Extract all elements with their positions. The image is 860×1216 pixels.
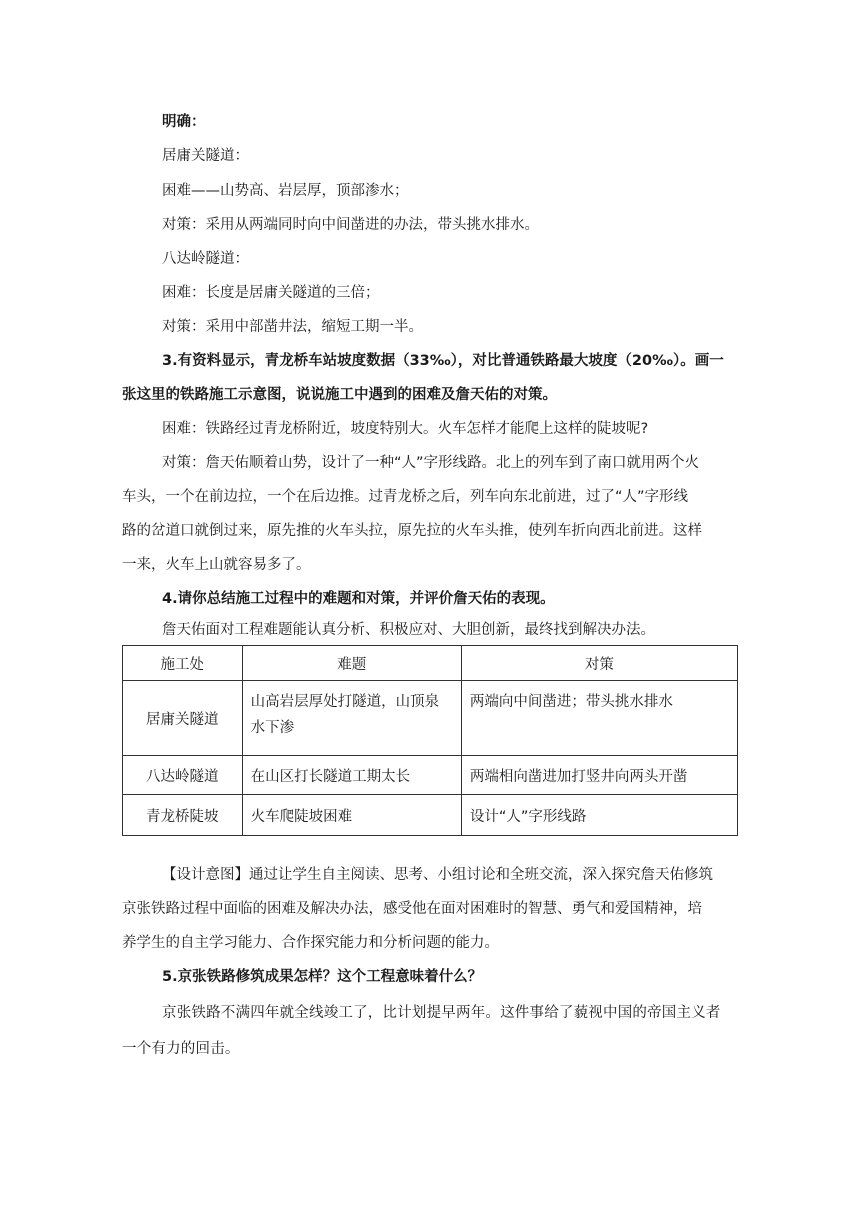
answer-5-line2: 一个有力的回击。 [122,1041,240,1057]
question-4: 4.请你总结施工过程中的难题和对策，并评价詹天佑的表现。 [162,591,555,607]
table-row [123,681,738,756]
text-strategy-2: 对策：采用中部凿井法，缩短工期一半。 [162,319,423,335]
text-difficulty-2: 困难：长度是居庸关隧道的三倍； [162,285,380,301]
text-evaluation: 詹天佑面对工程难题能认真分析、积极应对、大胆创新，最终找到解决办法。 [162,622,655,638]
design-intent-line1: 【设计意图】通过让学生自主阅读、思考、小组讨论和全班交流，深入探究詹天佑修筑 [162,867,713,883]
summary-table [122,645,738,836]
table-header-row [123,646,738,681]
heading-badaling: 八达岭隧道： [162,251,249,267]
table-cell: 在山区打长隧道工期太长 [242,756,461,795]
design-intent-line3: 养学生的自主学习能力、合作探究能力和分析问题的能力。 [122,935,499,951]
table-row [123,756,738,795]
question-5: 5.京张铁路修筑成果怎样？这个工程意味着什么？ [162,969,483,985]
text-strategy-3-line1: 对策：詹天佑顺着山势，设计了一种“人”字形线路。北上的列车到了南口就用两个火 [162,455,700,471]
question-3-line2: 张这里的铁路施工示意图，说说施工中遇到的困难及詹天佑的对策。 [122,387,557,403]
table-cell: 居庸关隧道 [123,681,243,756]
table-cell: 火车爬陡坡困难 [242,795,461,836]
question-3-line1: 3.有资料显示，青龙桥车站坡度数据（33‰），对比普通铁路最大坡度（20‰）。画一 [162,353,724,369]
text-difficulty-3: 困难：铁路经过青龙桥附近，坡度特别大。火车怎样才能爬上这样的陡坡呢? [162,421,649,437]
heading-juyongguan: 居庸关隧道： [162,148,249,164]
table-cell: 山高岩层厚处打隧道，山顶泉水下渗 [242,681,461,756]
table-cell: 两端向中间凿进；带头挑水排水 [461,681,737,756]
table-header-cell: 难题 [242,646,461,681]
text-strategy-3-line3: 路的岔道口就倒过来，原先推的火车头拉，原先拉的火车头推，使列车折向西北前进。这样 [122,523,702,539]
text-difficulty-1: 困难——山势高、岩层厚，顶部渗水； [162,183,409,199]
table-cell: 设计“人”字形线路 [461,795,737,836]
table-cell: 八达岭隧道 [123,756,243,795]
label-mingque: 明确： [162,114,206,130]
text-strategy-3-line2: 车头，一个在前边拉，一个在后边推。过青龙桥之后，列车向东北前进，过了“人”字形线 [122,489,689,505]
text-strategy-3-line4: 一来，火车上山就容易多了。 [122,557,311,573]
text-strategy-1: 对策：采用从两端同时向中间凿进的办法，带头挑水排水。 [162,217,539,233]
table-header-cell: 施工处 [123,646,243,681]
answer-5-line1: 京张铁路不满四年就全线竣工了，比计划提早两年。这件事给了藐视中国的帝国主义者 [162,1005,721,1021]
table-row [123,795,738,836]
table-cell: 青龙桥陡坡 [123,795,243,836]
design-intent-line2: 京张铁路过程中面临的困难及解决办法，感受他在面对困难时的智慧、勇气和爱国精神，培 [122,901,702,917]
table-cell: 两端相向凿进加打竖井向两头开凿 [461,756,737,795]
table-header-cell: 对策 [461,646,737,681]
